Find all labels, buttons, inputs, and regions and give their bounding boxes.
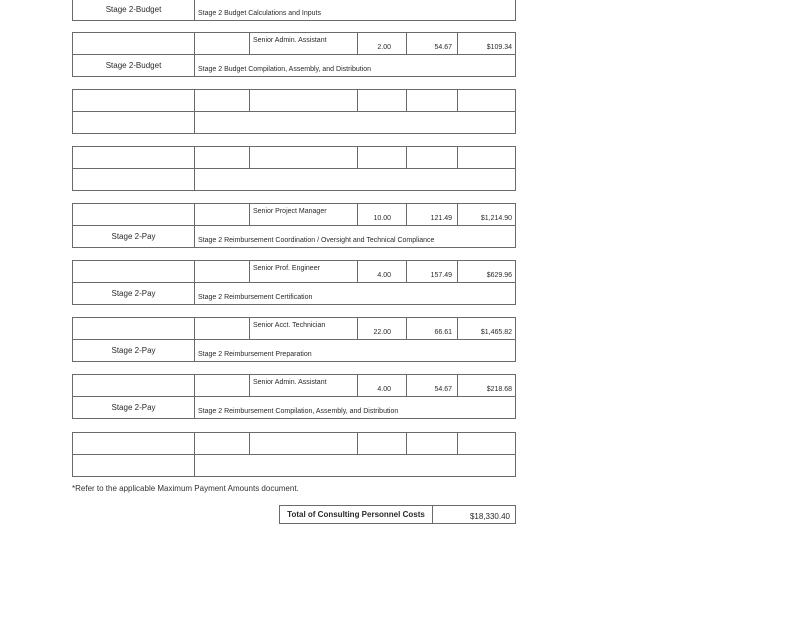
stage-label: Stage 2-Pay bbox=[72, 225, 195, 248]
cost-value: $218.68 bbox=[457, 374, 516, 397]
hours-value: 2.00 bbox=[357, 32, 407, 55]
rate-value: 157.49 bbox=[406, 260, 458, 283]
rate-value: 54.67 bbox=[406, 374, 458, 397]
stage-label: Stage 2-Pay bbox=[72, 282, 195, 305]
personnel-role bbox=[249, 89, 358, 112]
blank-cell bbox=[72, 260, 195, 283]
cost-value bbox=[457, 146, 516, 169]
blank-cell bbox=[194, 32, 250, 55]
blank-cell bbox=[194, 317, 250, 340]
stage-label bbox=[72, 454, 195, 477]
hours-value: 4.00 bbox=[357, 260, 407, 283]
rate-value: 121.49 bbox=[406, 203, 458, 226]
cost-value bbox=[457, 89, 516, 112]
blank-cell bbox=[72, 374, 195, 397]
personnel-role: Senior Prof. Engineer bbox=[249, 260, 358, 283]
stage-label: Stage 2-Budget bbox=[72, 54, 195, 77]
cost-value: $109.34 bbox=[457, 32, 516, 55]
stage-label: Stage 2-Pay bbox=[72, 396, 195, 419]
task-description bbox=[194, 111, 516, 134]
stage-label bbox=[72, 168, 195, 191]
blank-cell bbox=[72, 317, 195, 340]
rate-value bbox=[406, 89, 458, 112]
personnel-role: Senior Acct. Technician bbox=[249, 317, 358, 340]
task-description: Stage 2 Reimbursement Preparation bbox=[194, 339, 516, 362]
blank-cell bbox=[72, 203, 195, 226]
stage-label: Stage 2-Pay bbox=[72, 339, 195, 362]
blank-cell bbox=[194, 374, 250, 397]
blank-cell bbox=[194, 432, 250, 455]
task-description: Stage 2 Budget Calculations and Inputs bbox=[194, 0, 516, 21]
personnel-role bbox=[249, 432, 358, 455]
blank-cell bbox=[72, 146, 195, 169]
hours-value bbox=[357, 89, 407, 112]
blank-cell bbox=[194, 89, 250, 112]
hours-value: 10.00 bbox=[357, 203, 407, 226]
hours-value bbox=[357, 432, 407, 455]
blank-cell bbox=[194, 260, 250, 283]
personnel-role: Senior Admin. Assistant bbox=[249, 374, 358, 397]
task-description bbox=[194, 454, 516, 477]
cost-value: $1,465.82 bbox=[457, 317, 516, 340]
total-label: Total of Consulting Personnel Costs bbox=[279, 505, 433, 524]
personnel-role bbox=[249, 146, 358, 169]
blank-cell bbox=[72, 432, 195, 455]
blank-cell bbox=[72, 89, 195, 112]
rate-value bbox=[406, 146, 458, 169]
hours-value: 4.00 bbox=[357, 374, 407, 397]
hours-value bbox=[357, 146, 407, 169]
blank-cell bbox=[194, 203, 250, 226]
cost-value bbox=[457, 432, 516, 455]
task-description: Stage 2 Reimbursement Compilation, Assembly, and Distribution bbox=[194, 396, 516, 419]
task-description bbox=[194, 168, 516, 191]
rate-value: 54.67 bbox=[406, 32, 458, 55]
rate-value: 66.61 bbox=[406, 317, 458, 340]
stage-label bbox=[72, 111, 195, 134]
blank-cell bbox=[194, 146, 250, 169]
blank-cell bbox=[72, 32, 195, 55]
stage-label: Stage 2-Budget bbox=[72, 0, 195, 21]
task-description: Stage 2 Budget Compilation, Assembly, and Distribution bbox=[194, 54, 516, 77]
task-description: Stage 2 Reimbursement Certification bbox=[194, 282, 516, 305]
total-value: $18,330.40 bbox=[432, 505, 516, 524]
personnel-role: Senior Admin. Assistant bbox=[249, 32, 358, 55]
task-description: Stage 2 Reimbursement Coordination / Oversight and Technical Compliance bbox=[194, 225, 516, 248]
cost-value: $629.96 bbox=[457, 260, 516, 283]
cost-value: $1,214.90 bbox=[457, 203, 516, 226]
footnote: *Refer to the applicable Maximum Payment Amounts document. bbox=[72, 484, 299, 493]
rate-value bbox=[406, 432, 458, 455]
personnel-role: Senior Project Manager bbox=[249, 203, 358, 226]
hours-value: 22.00 bbox=[357, 317, 407, 340]
